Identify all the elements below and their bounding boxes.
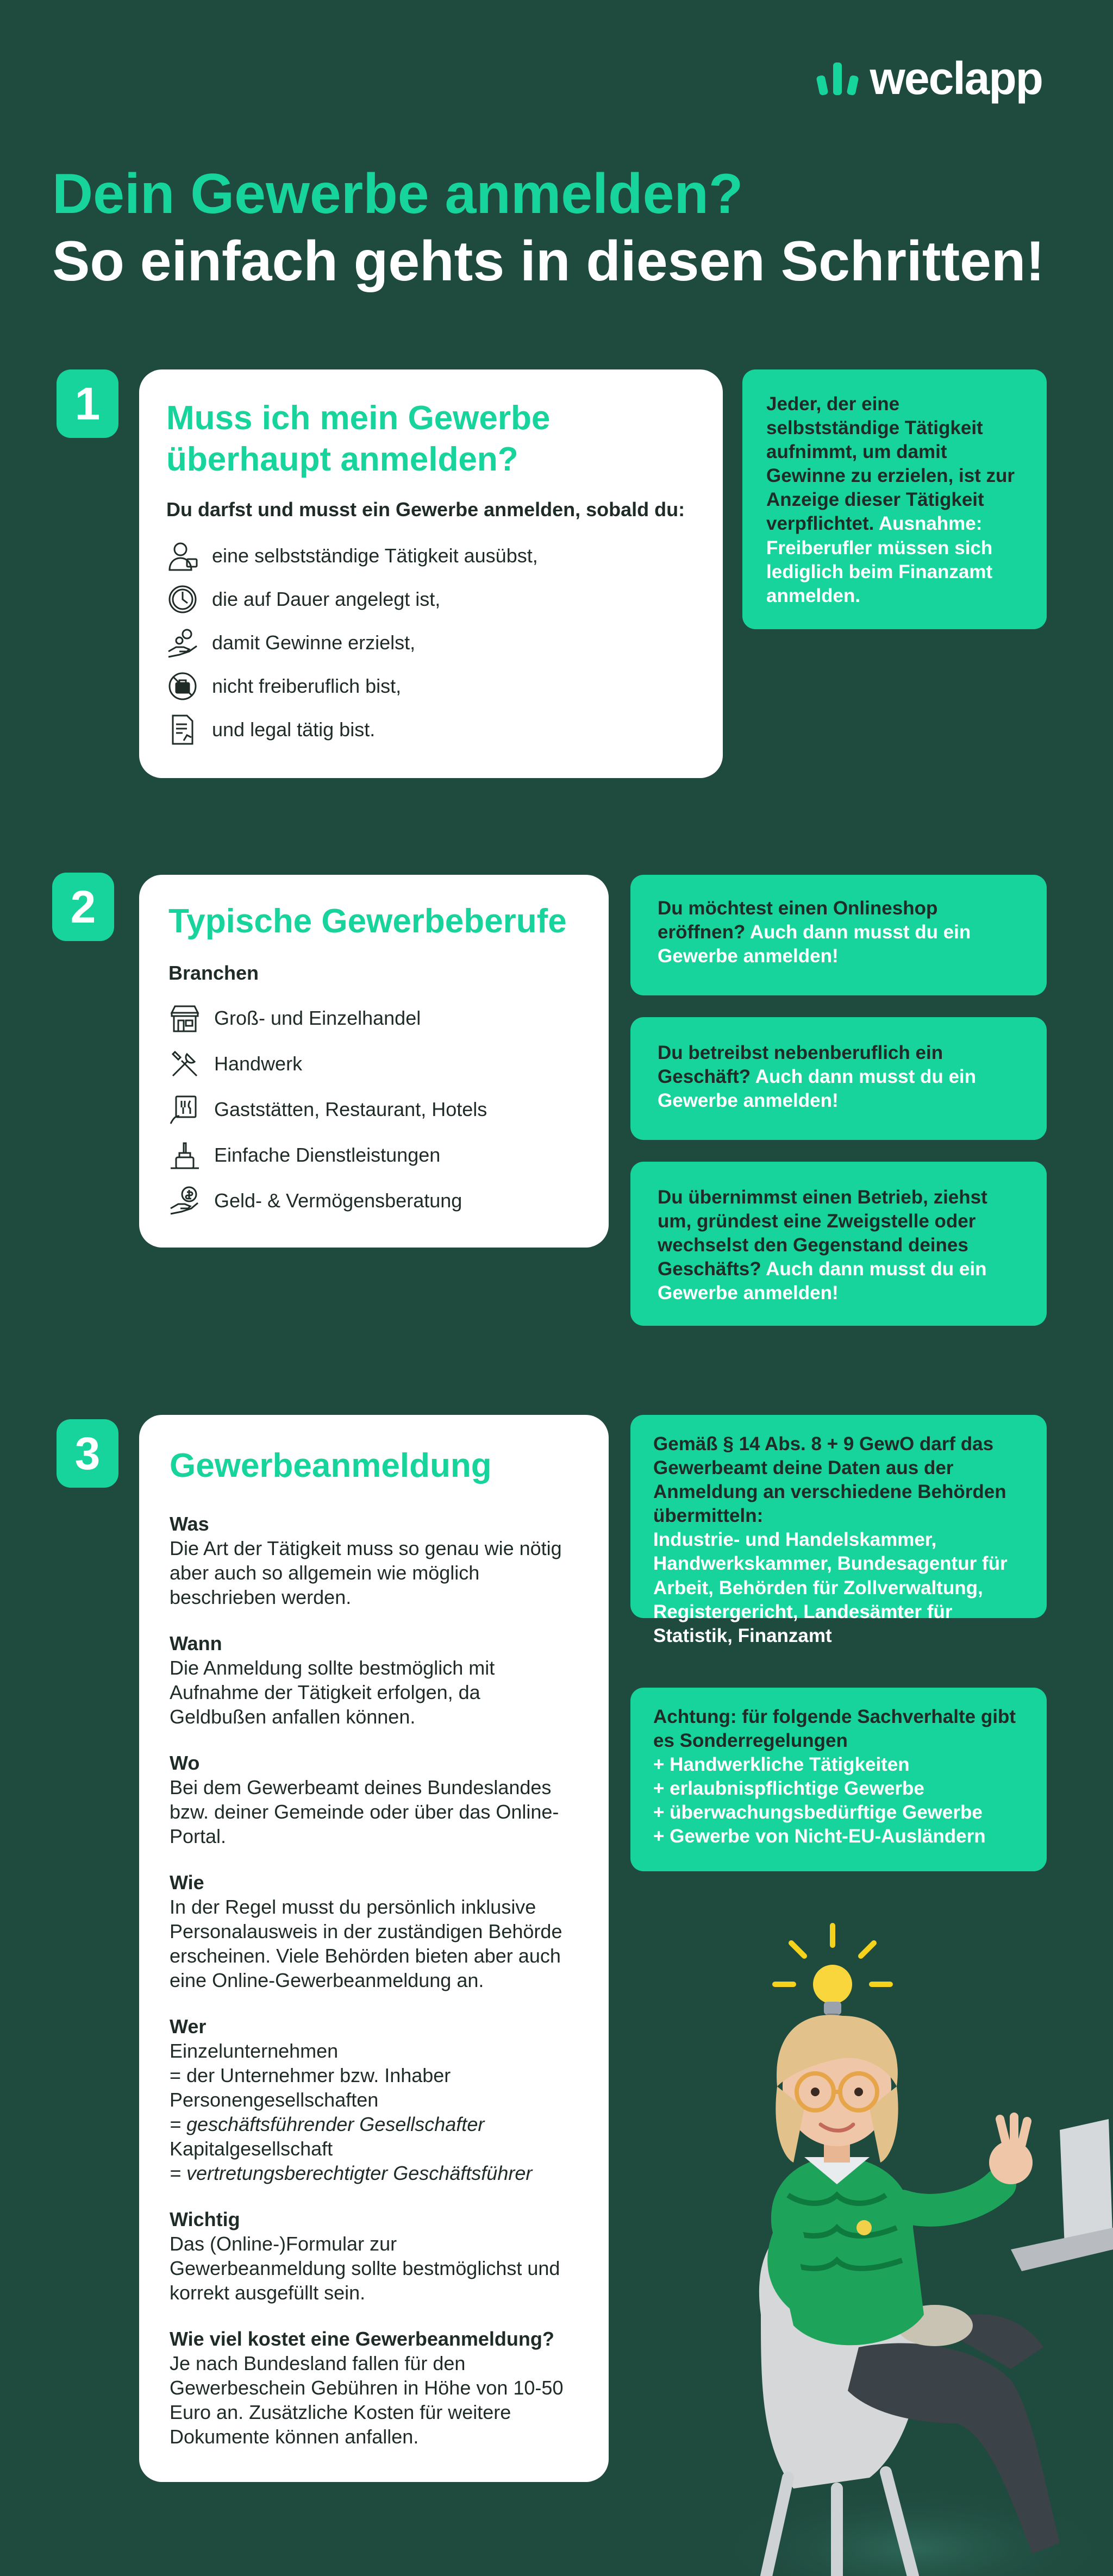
- person-icon: [166, 540, 199, 572]
- page-subtitle: So einfach gehts in diesen Schritten!: [52, 230, 1045, 293]
- brand-logo: [818, 52, 1042, 105]
- section-3-note-2: Achtung: für folgende Sachverhalte gibt es Sonderregelungen + Handwerkliche Tätigkeiten + erlaubnispflichtige Gewerbe + überwachungsbedürftige Gewerbe + Gewerbe von Nicht-EU-Ausländern: [630, 1688, 1047, 1871]
- list-item: Einfache Dienstleistungen: [168, 1132, 579, 1178]
- step-number-1: 1: [57, 369, 118, 438]
- section-2-card: [139, 875, 609, 1248]
- section-1-subtitle: Du darfst und musst ein Gewerbe anmelden, sobald du:: [166, 498, 685, 521]
- finance-icon: [168, 1184, 201, 1217]
- service-icon: [168, 1139, 201, 1171]
- list-item: Geld- & Vermögensberatung: [168, 1178, 579, 1224]
- section-1-aside: Jeder, der eine selbstständige Tätigkeit aufnimmt, um damit Gewinne zu erzielen, ist zur Anzeige dieser Tätigkeit verpflichtet. Ausnahme: Freiberufler müssen sich lediglich beim Finanzamt anmelden.: [742, 369, 1047, 629]
- info-block-wie: Wie In der Regel musst du persönlich inklusive Personalausweis in der zuständigen Behörde erscheinen. Viele Behörden bieten aber auch eine Online-Gewerbeanmeldung an.: [170, 1871, 562, 1991]
- section-2-note-1: Du möchtest einen Onlineshop eröffnen? Auch dann musst du ein Gewerbe anmelden!: [630, 875, 1047, 995]
- list-item: die auf Dauer angelegt ist,: [166, 578, 696, 621]
- section-1-card: [139, 369, 723, 778]
- clock-icon: [166, 583, 199, 616]
- list-item: nicht freiberuflich bist,: [166, 665, 696, 708]
- section-1-heading: Muss ich mein Gewerbe überhaupt anmelden?: [166, 399, 551, 478]
- shop-icon: [168, 1002, 201, 1035]
- section-3-card: [139, 1415, 609, 2482]
- info-block-kosten: Wie viel kostet eine Gewerbeanmeldung? Je nach Bundesland fallen für den Gewerbeschein Gebühren in Höhe von 10-50 Euro an. Zusätzliche Kosten für weitere Dokumente können anfallen.: [170, 2327, 564, 2448]
- no-freelance-icon: [166, 670, 199, 703]
- info-block-wann: Wann Die Anmeldung sollte bestmöglich mit Aufnahme der Tätigkeit erfolgen, da Geldbußen anfallen können.: [170, 1632, 495, 1728]
- info-block-was: Was Die Art der Tätigkeit muss so genau wie nötig aber auch so allgemein wie möglich beschrieben werden.: [170, 1512, 562, 1608]
- step-number-2: 2: [52, 873, 114, 941]
- restaurant-icon: [168, 1093, 201, 1126]
- page-title: Dein Gewerbe anmelden?: [52, 162, 743, 225]
- lightbulb-icon: [775, 1926, 890, 2019]
- section-2-note-2: Du betreibst nebenberuflich ein Geschäft? Auch dann musst du ein Gewerbe anmelden!: [630, 1017, 1047, 1140]
- weclapp-mark-icon: [818, 62, 858, 95]
- section-3-note-1: Gemäß § 14 Abs. 8 + 9 GewO darf das Gewerbeamt deine Daten aus der Anmeldung an verschiedene Behörden übermitteln: Industrie- und Handelskammer, Handwerkskammer, Bundesagentur für Arbeit, Behörden für Zollverwaltung, Registergericht, Landesämter für Statistik, Finanzamt: [630, 1415, 1047, 1618]
- info-block-wo: Wo Bei dem Gewerbeamt deines Bundeslandes bzw. deiner Gemeinde oder über das Online-Portal.: [170, 1751, 559, 1847]
- section-2-note-3: Du übernimmst einen Betrieb, ziehst um, gründest eine Zweigstelle oder wechselst den Gegenstand deines Geschäfts? Auch dann musst du ein Gewerbe anmelden!: [630, 1162, 1047, 1326]
- list-item: eine selbstständige Tätigkeit ausübst,: [166, 534, 696, 578]
- document-icon: [166, 713, 199, 746]
- section-2-subtitle: Branchen: [168, 961, 259, 984]
- step-number-3: 3: [57, 1419, 118, 1488]
- list-item: Gaststätten, Restaurant, Hotels: [168, 1087, 579, 1132]
- money-hand-icon: [166, 626, 199, 659]
- info-block-wichtig: Wichtig Das (Online-)Formular zur Gewerbeanmeldung sollte bestmöglichst und korrekt ausgefüllt sein.: [170, 2208, 560, 2304]
- brand-name: weclapp: [870, 53, 1042, 104]
- section-2-heading: Typische Gewerbeberufe: [168, 902, 567, 940]
- list-item: Handwerk: [168, 1041, 579, 1087]
- list-item: und legal tätig bist.: [166, 708, 696, 751]
- list-item: damit Gewinne erzielst,: [166, 621, 696, 665]
- info-block-wer: Wer Einzelunternehmen = der Unternehmer bzw. Inhaber Personengesellschaften = geschäftsführender Gesellschafter Kapitalgesellschaft = vertretungsberechtigter Geschäftsführer: [170, 2015, 533, 2184]
- woman-illustration: [630, 1902, 1113, 2576]
- list-item: Groß- und Einzelhandel: [168, 995, 579, 1041]
- section-3-heading: Gewerbeanmeldung: [170, 1447, 492, 1484]
- tools-icon: [168, 1048, 201, 1080]
